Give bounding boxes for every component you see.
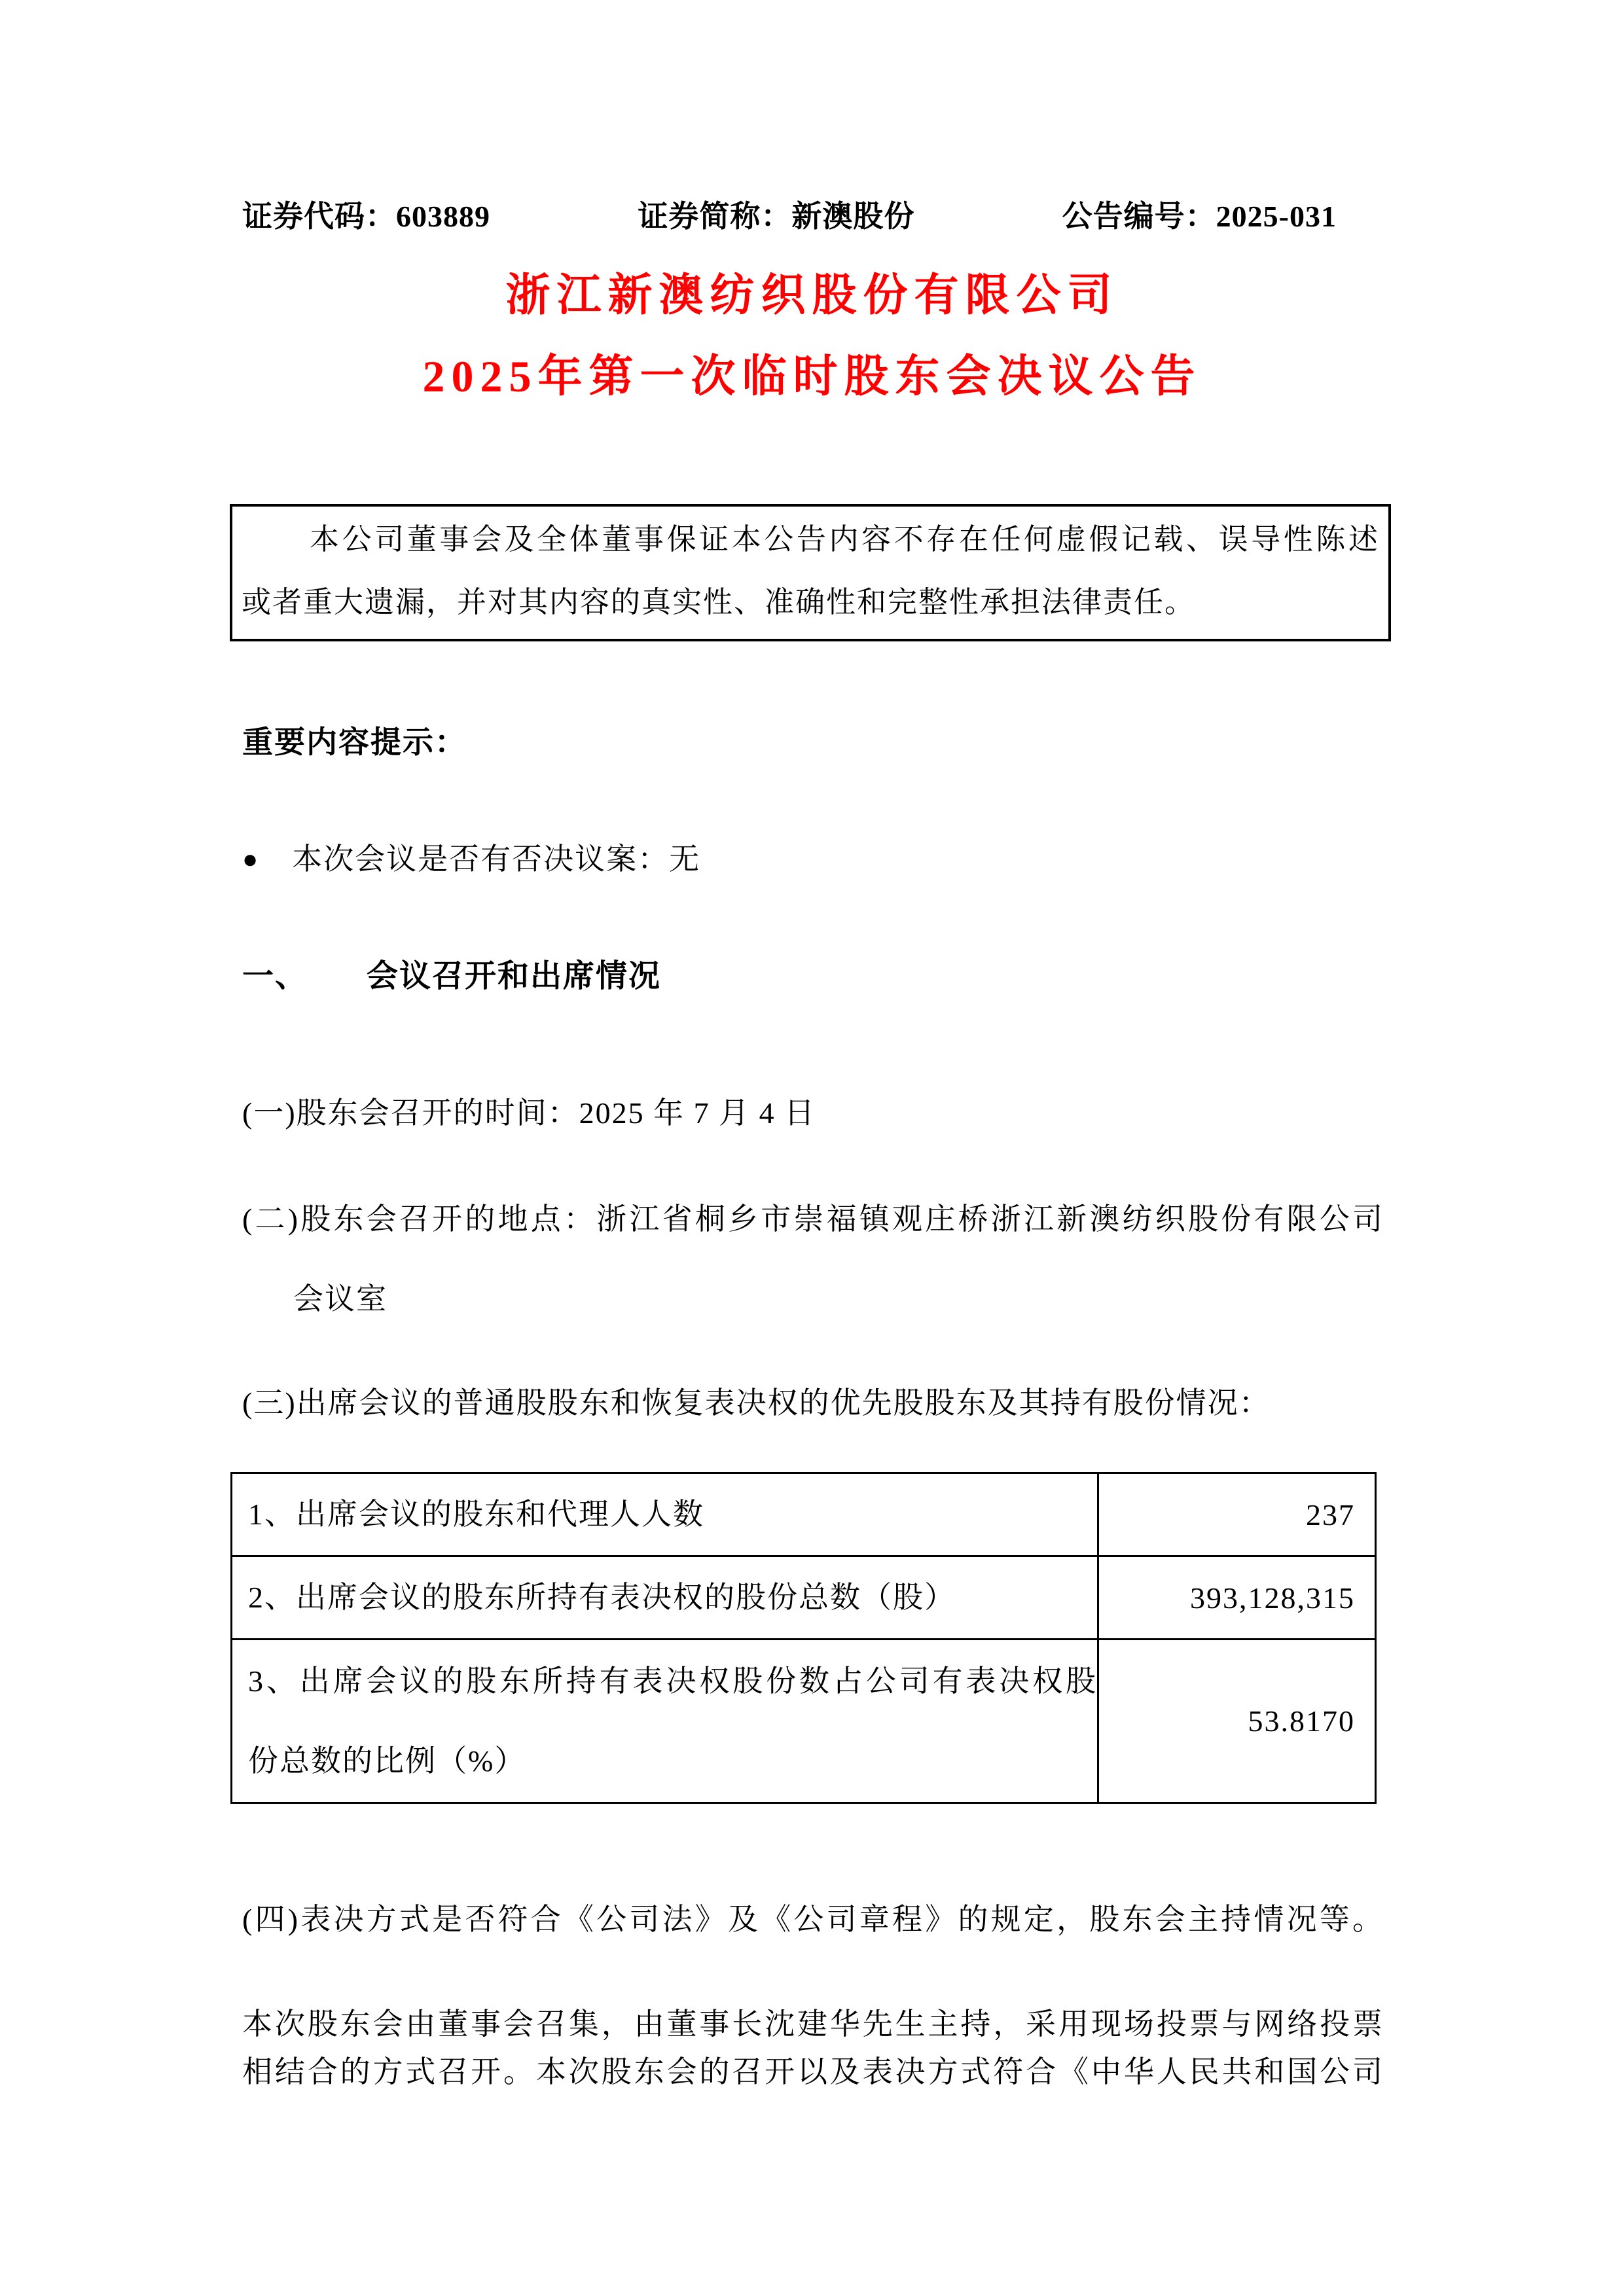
header-meta-row (242, 196, 1337, 237)
row-label: 2、出席会议的股东所持有表决权的股份总数（股） (232, 1556, 1098, 1640)
attendance-table (230, 1472, 1377, 1804)
row-label: 3、出席会议的股东所持有表决权股份数占公司有表决权股 份总数的比例（%） (232, 1640, 1098, 1803)
stock-abbr-text: 证券简称：新澳股份 (638, 200, 915, 233)
meeting-time-item: (一)股东会召开的时间：2025 年 7 月 4 日 (242, 1096, 816, 1130)
bullet-text: 本次会议是否有否决议案：无 (292, 842, 701, 876)
section-title: 会议召开和出席情况 (367, 959, 662, 994)
stock-code-text: 证券代码：603889 (242, 200, 490, 233)
bullet-icon: ● (242, 844, 260, 874)
row-label: 1、出席会议的股东和代理人人数 (232, 1473, 1098, 1556)
table-row (232, 1556, 1376, 1640)
bullet-item (242, 839, 700, 880)
row-value: 237 (1098, 1473, 1376, 1556)
closing-paragraph (242, 2000, 1384, 2096)
section-heading (242, 956, 661, 997)
disclaimer-line-2: 或者重大遗漏，并对其内容的真实性、准确性和完整性承担法律责任。 (242, 586, 1196, 619)
attendance-intro-item: (三)出席会议的普通股股东和恢复表决权的优先股股东及其持有股份情况： (242, 1386, 1271, 1420)
paragraph-line: 相结合的方式召开。本次股东会的召开以及表决方式符合《中华人民共和国公司 (242, 2055, 1384, 2089)
disclaimer-line-1: 本公司董事会及全体董事保证本公告内容不存在任何虚假记载、误导性陈述 (310, 523, 1379, 556)
row-value: 53.8170 (1098, 1640, 1376, 1803)
disclaimer-box (230, 504, 1391, 641)
company-title: 浙江新澳纺织股份有限公司 (505, 270, 1119, 320)
meeting-place-item-line2: 会议室 (293, 1282, 388, 1316)
announcement-title: 2025年第一次临时股东会决议公告 (422, 351, 1202, 401)
table-row (232, 1640, 1376, 1803)
meeting-place-item-line1: (二)股东会召开的地点：浙江省桐乡市崇福镇观庄桥浙江新澳纺织股份有限公司 (242, 1202, 1384, 1236)
row-value: 393,128,315 (1098, 1556, 1376, 1640)
table-row (232, 1473, 1376, 1556)
voting-method-item: (四)表决方式是否符合《公司法》及《公司章程》的规定，股东会主持情况等。 (242, 1903, 1384, 1936)
announcement-no-text: 公告编号：2025-031 (1062, 200, 1337, 233)
section-number: 一、 (242, 959, 308, 994)
important-tip-heading: 重要内容提示： (242, 726, 467, 760)
paragraph-line: 本次股东会由董事会召集，由董事长沈建华先生主持，采用现场投票与网络投票 (242, 2007, 1384, 2041)
